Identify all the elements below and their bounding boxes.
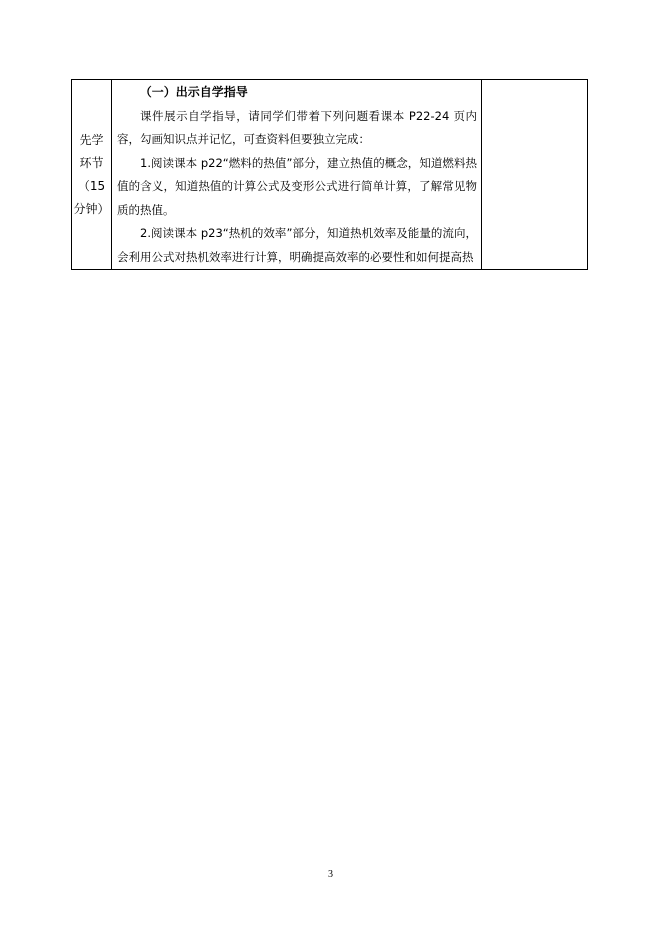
paragraph: 课件展示自学指导，请同学们带着下列问题看课本 P22-24 页内容，勾画知识点并记忆，可查资料但要独立完成：	[117, 108, 477, 146]
stage-label-line: 先学	[79, 132, 104, 147]
stage-label-line: 环节	[79, 155, 104, 170]
table-row	[72, 80, 588, 270]
paragraph: 2.阅读课本 p23“热机的效率”部分，知道热机效率及能量的流向，会利用公式对热机效率进行计算，明确提高效率的必要性和如何提高热	[117, 226, 477, 264]
page-number: 3	[328, 869, 333, 880]
notes-cell	[482, 80, 588, 270]
section-heading: （一）出示自学指导	[139, 85, 248, 99]
lesson-plan-table	[71, 79, 588, 270]
paragraph: 1.阅读课本 p22“燃料的热值”部分，建立热值的概念，知道燃料热值的含义，知道热值的计算公式及变形公式进行简单计算，了解常见物质的热值。	[117, 155, 477, 217]
content-cell	[112, 80, 482, 270]
stage-label-cell	[72, 80, 112, 270]
stage-label-line: 分钟）	[73, 201, 110, 216]
stage-label-line: （15	[77, 178, 106, 193]
